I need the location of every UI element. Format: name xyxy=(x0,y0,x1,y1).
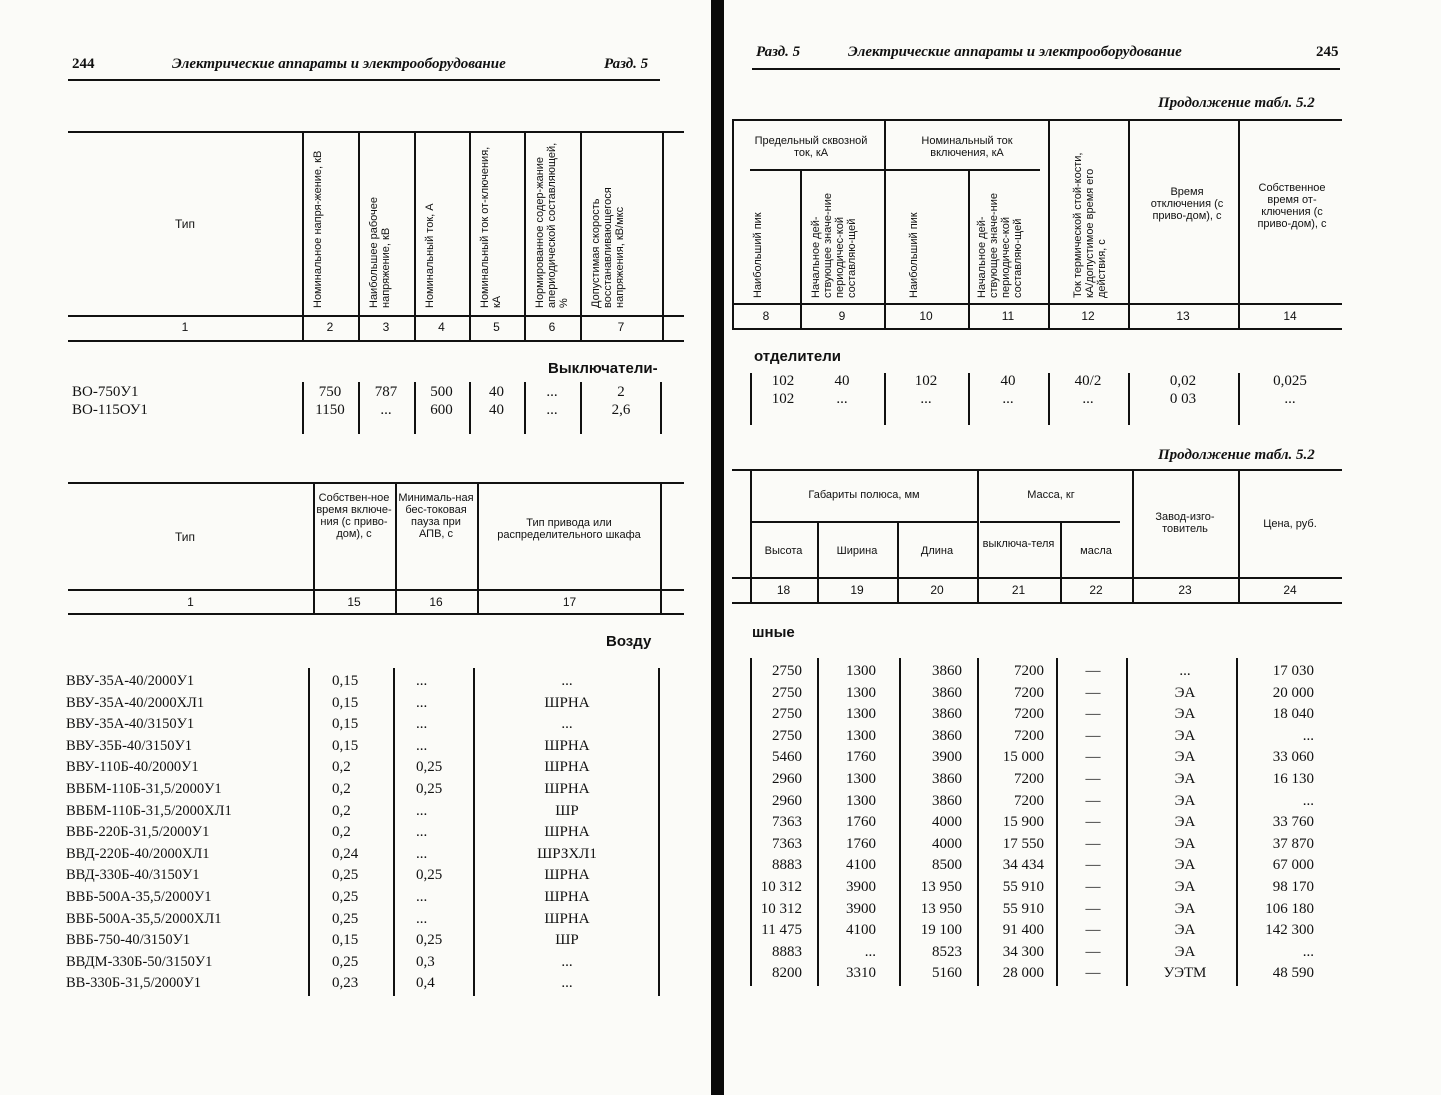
table-cell: — xyxy=(1085,922,1101,938)
column-divider xyxy=(302,133,304,341)
table-cell: 102 xyxy=(771,373,795,389)
column-header: Начальное дей-ствующее значе-ние периодичес-кой составляю-щей xyxy=(976,193,1024,298)
table-cell: 2750 xyxy=(772,706,802,722)
table-cell: 1300 xyxy=(846,793,876,809)
table-cell: 1300 xyxy=(846,771,876,787)
table-cell: 8200 xyxy=(772,965,802,981)
row-type: ВВБМ-110Б-31,5/2000ХЛ1 xyxy=(66,803,232,819)
column-header: масла xyxy=(1080,545,1112,557)
column-divider xyxy=(524,133,526,341)
column-number: 7 xyxy=(617,320,625,334)
column-divider xyxy=(469,133,471,341)
table-cell: ... xyxy=(416,824,428,840)
table-cell: 15 900 xyxy=(1002,814,1044,830)
row-type: ВВ-330Б-31,5/2000У1 xyxy=(66,975,201,991)
table-cell: 2750 xyxy=(772,663,802,679)
table-caption: Продолжение табл. 5.2 xyxy=(1158,447,1315,463)
table-cell: ШР xyxy=(555,932,579,948)
table-cell: — xyxy=(1085,706,1101,722)
table-cell: ... xyxy=(561,954,573,970)
table-cell: — xyxy=(1085,836,1101,852)
column-header: Тип привода или распределительного шкафа xyxy=(497,517,641,541)
column-number: 2 xyxy=(326,320,334,334)
column-divider xyxy=(393,668,395,996)
column-header-type: Тип xyxy=(174,217,195,231)
table-cell: ШРНА xyxy=(544,759,590,775)
column-number: 23 xyxy=(1178,583,1192,597)
table-cell: 34 434 xyxy=(1002,857,1044,873)
table-cell: 4000 xyxy=(932,814,962,830)
table-cell: 0,23 xyxy=(332,975,359,991)
table-cell: ... xyxy=(836,391,848,407)
table-cell: 67 000 xyxy=(1272,857,1314,873)
table-cell: 102 xyxy=(771,391,795,407)
table-cell: 0,2 xyxy=(332,781,351,797)
row-type: ВВУ-110Б-40/2000У1 xyxy=(66,759,199,775)
table-cell: 500 xyxy=(430,384,453,400)
table-top-rule xyxy=(68,482,684,484)
table-cell: ... xyxy=(416,911,428,927)
column-number: 8 xyxy=(762,309,770,323)
column-header: Наибольший пик xyxy=(908,212,920,298)
column-header: Номинальное напря-жение, кВ xyxy=(312,150,324,308)
table-cell: ЭА xyxy=(1174,857,1196,873)
table-cell: 0,25 xyxy=(332,954,359,970)
table-cell: ЭА xyxy=(1174,922,1196,938)
table-cell: 1300 xyxy=(846,728,876,744)
table-cell: 1300 xyxy=(846,685,876,701)
table-rule xyxy=(732,303,1342,305)
column-number: 13 xyxy=(1176,309,1190,323)
row-type: ВВУ-35А-40/2000ХЛ1 xyxy=(66,695,205,711)
table-cell: 600 xyxy=(430,402,453,418)
running-title: Электрические аппараты и электрооборудование xyxy=(848,44,1182,60)
table-cell: ... xyxy=(1082,391,1094,407)
table-cell: 40 xyxy=(1000,373,1016,389)
column-header: Нормированное содер-жание апериодической составляющей, % xyxy=(534,142,570,308)
column-number: 22 xyxy=(1089,583,1103,597)
table-cell: 7363 xyxy=(772,836,802,852)
table-cell: — xyxy=(1085,944,1101,960)
table-cell: 750 xyxy=(318,384,342,400)
column-header: Завод-изго-товитель xyxy=(1155,511,1215,535)
table-cell: 98 170 xyxy=(1272,879,1314,895)
table-rule xyxy=(68,340,684,342)
table-cell: 2750 xyxy=(772,728,802,744)
table-cell: 1760 xyxy=(846,814,876,830)
column-number: 24 xyxy=(1283,583,1297,597)
table-rule xyxy=(732,602,1342,604)
column-divider xyxy=(800,170,802,329)
header-rule xyxy=(68,79,660,81)
row-type: ВВУ-35А-40/2000У1 xyxy=(66,673,195,689)
table-cell: 0,15 xyxy=(332,716,359,732)
table-cell: 1760 xyxy=(846,836,876,852)
table-cell: ЭА xyxy=(1174,793,1196,809)
column-number: 1 xyxy=(181,320,189,334)
table-cell: ШРНА xyxy=(544,824,590,840)
column-header: Ширина xyxy=(836,545,878,557)
column-number: 5 xyxy=(493,320,500,334)
column-number: 10 xyxy=(919,309,933,323)
column-number: 1 xyxy=(187,595,194,609)
table-cell: 16 130 xyxy=(1272,771,1314,787)
table-cell: 8883 xyxy=(772,857,802,873)
column-header: Ток термической стой-кости, кА/допустимое время его действия, с xyxy=(1072,152,1108,298)
table-cell: 18 040 xyxy=(1272,706,1314,722)
table-cell: 0,25 xyxy=(332,911,359,927)
table-cell: 3900 xyxy=(846,901,876,917)
table-cell: ЭА xyxy=(1174,814,1196,830)
table-cell: 0,24 xyxy=(332,846,359,862)
table-cell: — xyxy=(1085,663,1101,679)
table-cell: ... xyxy=(561,673,573,689)
left-page xyxy=(0,0,712,1095)
table-cell: 2 xyxy=(617,384,625,400)
table-cell: ... xyxy=(416,738,428,754)
table-cell: 7200 xyxy=(1014,728,1044,744)
header-rule xyxy=(752,68,1340,70)
table-cell: 8500 xyxy=(932,857,962,873)
table-caption: Продолжение табл. 5.2 xyxy=(1158,95,1315,111)
table-cell: 0,25 xyxy=(416,867,443,883)
table-cell: 8523 xyxy=(932,944,962,960)
table-cell: ... xyxy=(416,889,428,905)
section-heading: Выключатели- xyxy=(548,360,658,377)
column-header: выключа-теля xyxy=(982,538,1055,550)
table-cell: ... xyxy=(1302,793,1314,809)
column-header: Собственное время от-ключения (с приво-дом), с xyxy=(1257,182,1327,230)
column-divider xyxy=(662,133,664,341)
group-header: Масса, кг xyxy=(1027,489,1075,501)
table-cell: 19 100 xyxy=(920,922,962,938)
section-label: Разд. 5 xyxy=(604,56,649,72)
table-cell: 40/2 xyxy=(1074,373,1102,389)
column-header: Цена, руб. xyxy=(1263,518,1317,530)
column-number: 12 xyxy=(1081,309,1095,323)
table-cell: 0,3 xyxy=(416,954,435,970)
row-type: ВВБ-500А-35,5/2000У1 xyxy=(66,889,212,905)
table-cell: ЭА xyxy=(1174,685,1196,701)
table-cell: 5160 xyxy=(932,965,962,981)
table-cell: — xyxy=(1085,965,1101,981)
table-cell: ШР xyxy=(555,803,579,819)
row-type: ВВД-220Б-40/2000ХЛ1 xyxy=(66,846,210,862)
column-number: 4 xyxy=(438,320,445,334)
table-cell: ... xyxy=(561,975,573,991)
column-divider xyxy=(1128,121,1130,329)
table-cell: — xyxy=(1085,685,1101,701)
table-cell: 40 xyxy=(489,402,504,418)
row-type: ВО-115ОУ1 xyxy=(72,402,148,418)
row-type: ВВБ-220Б-31,5/2000У1 xyxy=(66,824,210,840)
table-cell: — xyxy=(1085,901,1101,917)
table-cell: — xyxy=(1085,728,1101,744)
table-cell: ШРНА xyxy=(544,867,590,883)
table-cell: ШРНА xyxy=(544,695,590,711)
table-rule xyxy=(732,577,1342,579)
table-cell: 0,15 xyxy=(332,738,359,754)
column-number: 18 xyxy=(776,583,791,597)
column-divider xyxy=(580,133,582,341)
table-cell: 40 xyxy=(489,384,504,400)
table-cell: 3900 xyxy=(846,879,876,895)
column-header: Минималь-ная бес-токовая пауза при АПВ, с xyxy=(398,492,474,540)
table-cell: 3860 xyxy=(932,793,962,809)
table-cell: 28 000 xyxy=(1002,965,1044,981)
table-cell: 2960 xyxy=(772,793,802,809)
table-cell: 1150 xyxy=(315,402,345,418)
table-cell: 3860 xyxy=(932,663,962,679)
table-cell: 0,2 xyxy=(332,824,351,840)
table-cell: 7200 xyxy=(1014,771,1044,787)
table-cell: ... xyxy=(416,695,428,711)
table-cell: ЭА xyxy=(1174,944,1196,960)
table-cell: 13 950 xyxy=(920,901,962,917)
column-divider xyxy=(1056,658,1058,986)
table-cell: 1300 xyxy=(846,706,876,722)
table-cell: 0,25 xyxy=(332,889,359,905)
table-cell: 48 590 xyxy=(1272,965,1314,981)
table-cell: 106 180 xyxy=(1265,901,1314,917)
table-cell: ... xyxy=(1179,663,1191,679)
table-cell: 33 760 xyxy=(1272,814,1314,830)
table-cell: ЭА xyxy=(1174,749,1196,765)
section-heading: отделители xyxy=(754,348,841,365)
table-cell: 0,15 xyxy=(332,695,359,711)
column-header: Номинальный ток от-ключения, кА xyxy=(479,146,503,308)
table-cell: 787 xyxy=(374,384,398,400)
table-cell: 7200 xyxy=(1014,793,1044,809)
table-rule xyxy=(68,315,684,317)
table-cell: ЭА xyxy=(1174,728,1196,744)
row-type: ВВУ-35А-40/3150У1 xyxy=(66,716,195,732)
row-type: ВВДМ-330Б-50/3150У1 xyxy=(66,954,213,970)
table-cell: 55 910 xyxy=(1002,879,1044,895)
table-cell: ЭА xyxy=(1174,771,1196,787)
column-header: Высота xyxy=(764,545,803,557)
running-title: Электрические аппараты и электрооборудование xyxy=(172,56,506,72)
column-header: Допустимая скорость восстанавливающегося напряжения, кВ/мкс xyxy=(590,187,626,308)
right-page xyxy=(722,0,1441,1095)
column-number: 11 xyxy=(1001,309,1015,323)
column-number: 6 xyxy=(548,320,556,334)
table-cell: 3860 xyxy=(932,706,962,722)
column-divider xyxy=(1048,121,1050,329)
table-cell: ... xyxy=(416,803,428,819)
column-divider xyxy=(1238,121,1240,329)
column-number: 14 xyxy=(1283,309,1297,323)
row-type: ВВД-330Б-40/3150У1 xyxy=(66,867,200,883)
column-divider xyxy=(732,121,734,329)
table-cell: ЭА xyxy=(1174,706,1196,722)
table-cell: 10 312 xyxy=(760,879,802,895)
row-type: ВВБ-500А-35,5/2000ХЛ1 xyxy=(66,911,222,927)
table-cell: 0,2 xyxy=(332,803,351,819)
table-cell: 7363 xyxy=(772,814,802,830)
table-cell: 20 000 xyxy=(1272,685,1314,701)
table-cell: 2960 xyxy=(772,771,802,787)
section-label: Разд. 5 xyxy=(756,44,801,60)
table-cell: ... xyxy=(864,944,876,960)
table-cell: ШРНА xyxy=(544,889,590,905)
table-cell: 4100 xyxy=(846,922,876,938)
table-cell: ... xyxy=(380,402,392,418)
table-cell: 8883 xyxy=(772,944,802,960)
table-cell: ЭА xyxy=(1174,836,1196,852)
column-divider xyxy=(414,133,416,341)
table-cell: 55 910 xyxy=(1002,901,1044,917)
table-cell: 0,02 xyxy=(1169,373,1197,389)
table-cell: ... xyxy=(920,391,932,407)
column-header: Наибольший пик xyxy=(752,212,764,298)
table-cell: ШРНА xyxy=(544,911,590,927)
table-cell: 17 030 xyxy=(1272,663,1314,679)
table-cell: 3900 xyxy=(932,749,962,765)
table-cell: 1300 xyxy=(846,663,876,679)
group-rule xyxy=(750,521,977,523)
table-cell: 0,15 xyxy=(332,673,359,689)
table-cell: 37 870 xyxy=(1272,836,1314,852)
row-type: ВВБМ-110Б-31,5/2000У1 xyxy=(66,781,222,797)
column-number: 9 xyxy=(838,309,846,323)
column-divider xyxy=(884,121,886,329)
table-cell: 0,15 xyxy=(332,932,359,948)
table-cell: 3310 xyxy=(846,965,876,981)
column-header: Номинальный ток, А xyxy=(424,203,436,308)
column-number: 15 xyxy=(347,595,361,609)
table-cell: 0,25 xyxy=(416,781,443,797)
table-top-rule xyxy=(732,469,1342,471)
column-number: 3 xyxy=(382,320,390,334)
table-cell: 34 300 xyxy=(1002,944,1044,960)
table-cell: 40 xyxy=(834,373,850,389)
column-divider xyxy=(1126,658,1128,986)
table-cell: 0,25 xyxy=(332,867,359,883)
table-cell: 3860 xyxy=(932,685,962,701)
table-cell: 0,25 xyxy=(416,759,443,775)
table-top-rule xyxy=(68,131,684,133)
group-rule xyxy=(980,521,1120,523)
table-cell: 91 400 xyxy=(1002,922,1044,938)
column-divider xyxy=(473,668,475,996)
column-header: Время отключения (с приво-дом), с xyxy=(1150,186,1224,222)
table-cell: 4000 xyxy=(932,836,962,852)
table-cell: 3860 xyxy=(932,771,962,787)
table-cell: 17 550 xyxy=(1002,836,1044,852)
table-cell: 0,2 xyxy=(332,759,351,775)
table-cell: ... xyxy=(546,384,558,400)
table-cell: — xyxy=(1085,749,1101,765)
table-cell: — xyxy=(1085,857,1101,873)
table-cell: 15 000 xyxy=(1002,749,1044,765)
table-cell: ... xyxy=(416,716,428,732)
row-type: ВВУ-35Б-40/3150У1 xyxy=(66,738,192,754)
table-cell: ... xyxy=(416,846,428,862)
table-cell: 0 03 xyxy=(1169,391,1197,407)
column-header: Начальное дей-ствующее значе-ние периодичес-кой составляю-щей xyxy=(810,193,858,298)
column-number: 17 xyxy=(562,595,577,609)
column-number: 20 xyxy=(930,583,944,597)
table-rule xyxy=(732,328,1342,330)
table-cell: 102 xyxy=(914,373,938,389)
row-type: ВВБ-750-40/3150У1 xyxy=(66,932,191,948)
table-cell: ... xyxy=(1002,391,1014,407)
row-type: ВО-750У1 xyxy=(72,384,139,400)
column-header-type: Тип xyxy=(174,530,195,544)
table-cell: ШРЗХЛ1 xyxy=(537,846,597,862)
table-rule xyxy=(68,589,684,591)
table-cell: — xyxy=(1085,793,1101,809)
column-header: Длина xyxy=(920,545,954,557)
column-number: 19 xyxy=(850,583,864,597)
table-cell: ЭА xyxy=(1174,901,1196,917)
table-cell: ... xyxy=(546,402,558,418)
column-divider xyxy=(968,170,970,329)
column-header: Собствен-ное время включе-ния (с приво-дом), с xyxy=(316,492,392,540)
table-cell: 7200 xyxy=(1014,706,1044,722)
table-cell: 5460 xyxy=(772,749,802,765)
table-cell: 4100 xyxy=(846,857,876,873)
table-cell: 0,025 xyxy=(1273,373,1307,389)
column-number: 16 xyxy=(429,595,443,609)
section-heading: Возду xyxy=(606,633,652,650)
table-cell: 142 300 xyxy=(1265,922,1314,938)
section-heading: шные xyxy=(752,624,795,641)
table-cell: 3860 xyxy=(932,728,962,744)
table-cell: 33 060 xyxy=(1272,749,1314,765)
table-cell: 13 950 xyxy=(920,879,962,895)
table-cell: ... xyxy=(561,716,573,732)
table-cell: ШРНА xyxy=(544,781,590,797)
table-cell: 7200 xyxy=(1014,663,1044,679)
column-divider xyxy=(308,668,310,996)
column-divider xyxy=(358,133,360,341)
table-cell: ... xyxy=(416,673,428,689)
table-cell: — xyxy=(1085,771,1101,787)
table-cell: 2,6 xyxy=(611,402,631,418)
table-cell: — xyxy=(1085,814,1101,830)
table-cell: 0,4 xyxy=(416,975,435,991)
table-cell: 1760 xyxy=(846,749,876,765)
table-top-rule xyxy=(732,119,1342,121)
table-cell: ЭА xyxy=(1174,879,1196,895)
table-cell: ШРНА xyxy=(544,738,590,754)
table-cell: — xyxy=(1085,879,1101,895)
group-header: Номинальный ток включения, кА xyxy=(921,135,1013,159)
table-cell: 10 312 xyxy=(760,901,802,917)
table-cell: УЭТМ xyxy=(1163,965,1207,981)
group-header: Предельный сквозной ток, кА xyxy=(754,135,868,159)
table-cell: ... xyxy=(1302,944,1314,960)
table-cell: 7200 xyxy=(1014,685,1044,701)
table-cell: ... xyxy=(1302,728,1314,744)
group-header: Габариты полюса, мм xyxy=(808,489,920,501)
table-cell: 2750 xyxy=(772,685,802,701)
page-number: 244 xyxy=(72,56,95,72)
table-cell: 11 475 xyxy=(761,922,802,938)
page-number: 245 xyxy=(1316,44,1339,60)
column-divider xyxy=(658,668,660,996)
column-number: 21 xyxy=(1011,583,1026,597)
table-rule xyxy=(68,613,684,615)
column-header: Наибольшее рабочее напряжение, кВ xyxy=(368,196,392,308)
table-cell: 0,25 xyxy=(416,932,443,948)
table-cell: ... xyxy=(1284,391,1296,407)
